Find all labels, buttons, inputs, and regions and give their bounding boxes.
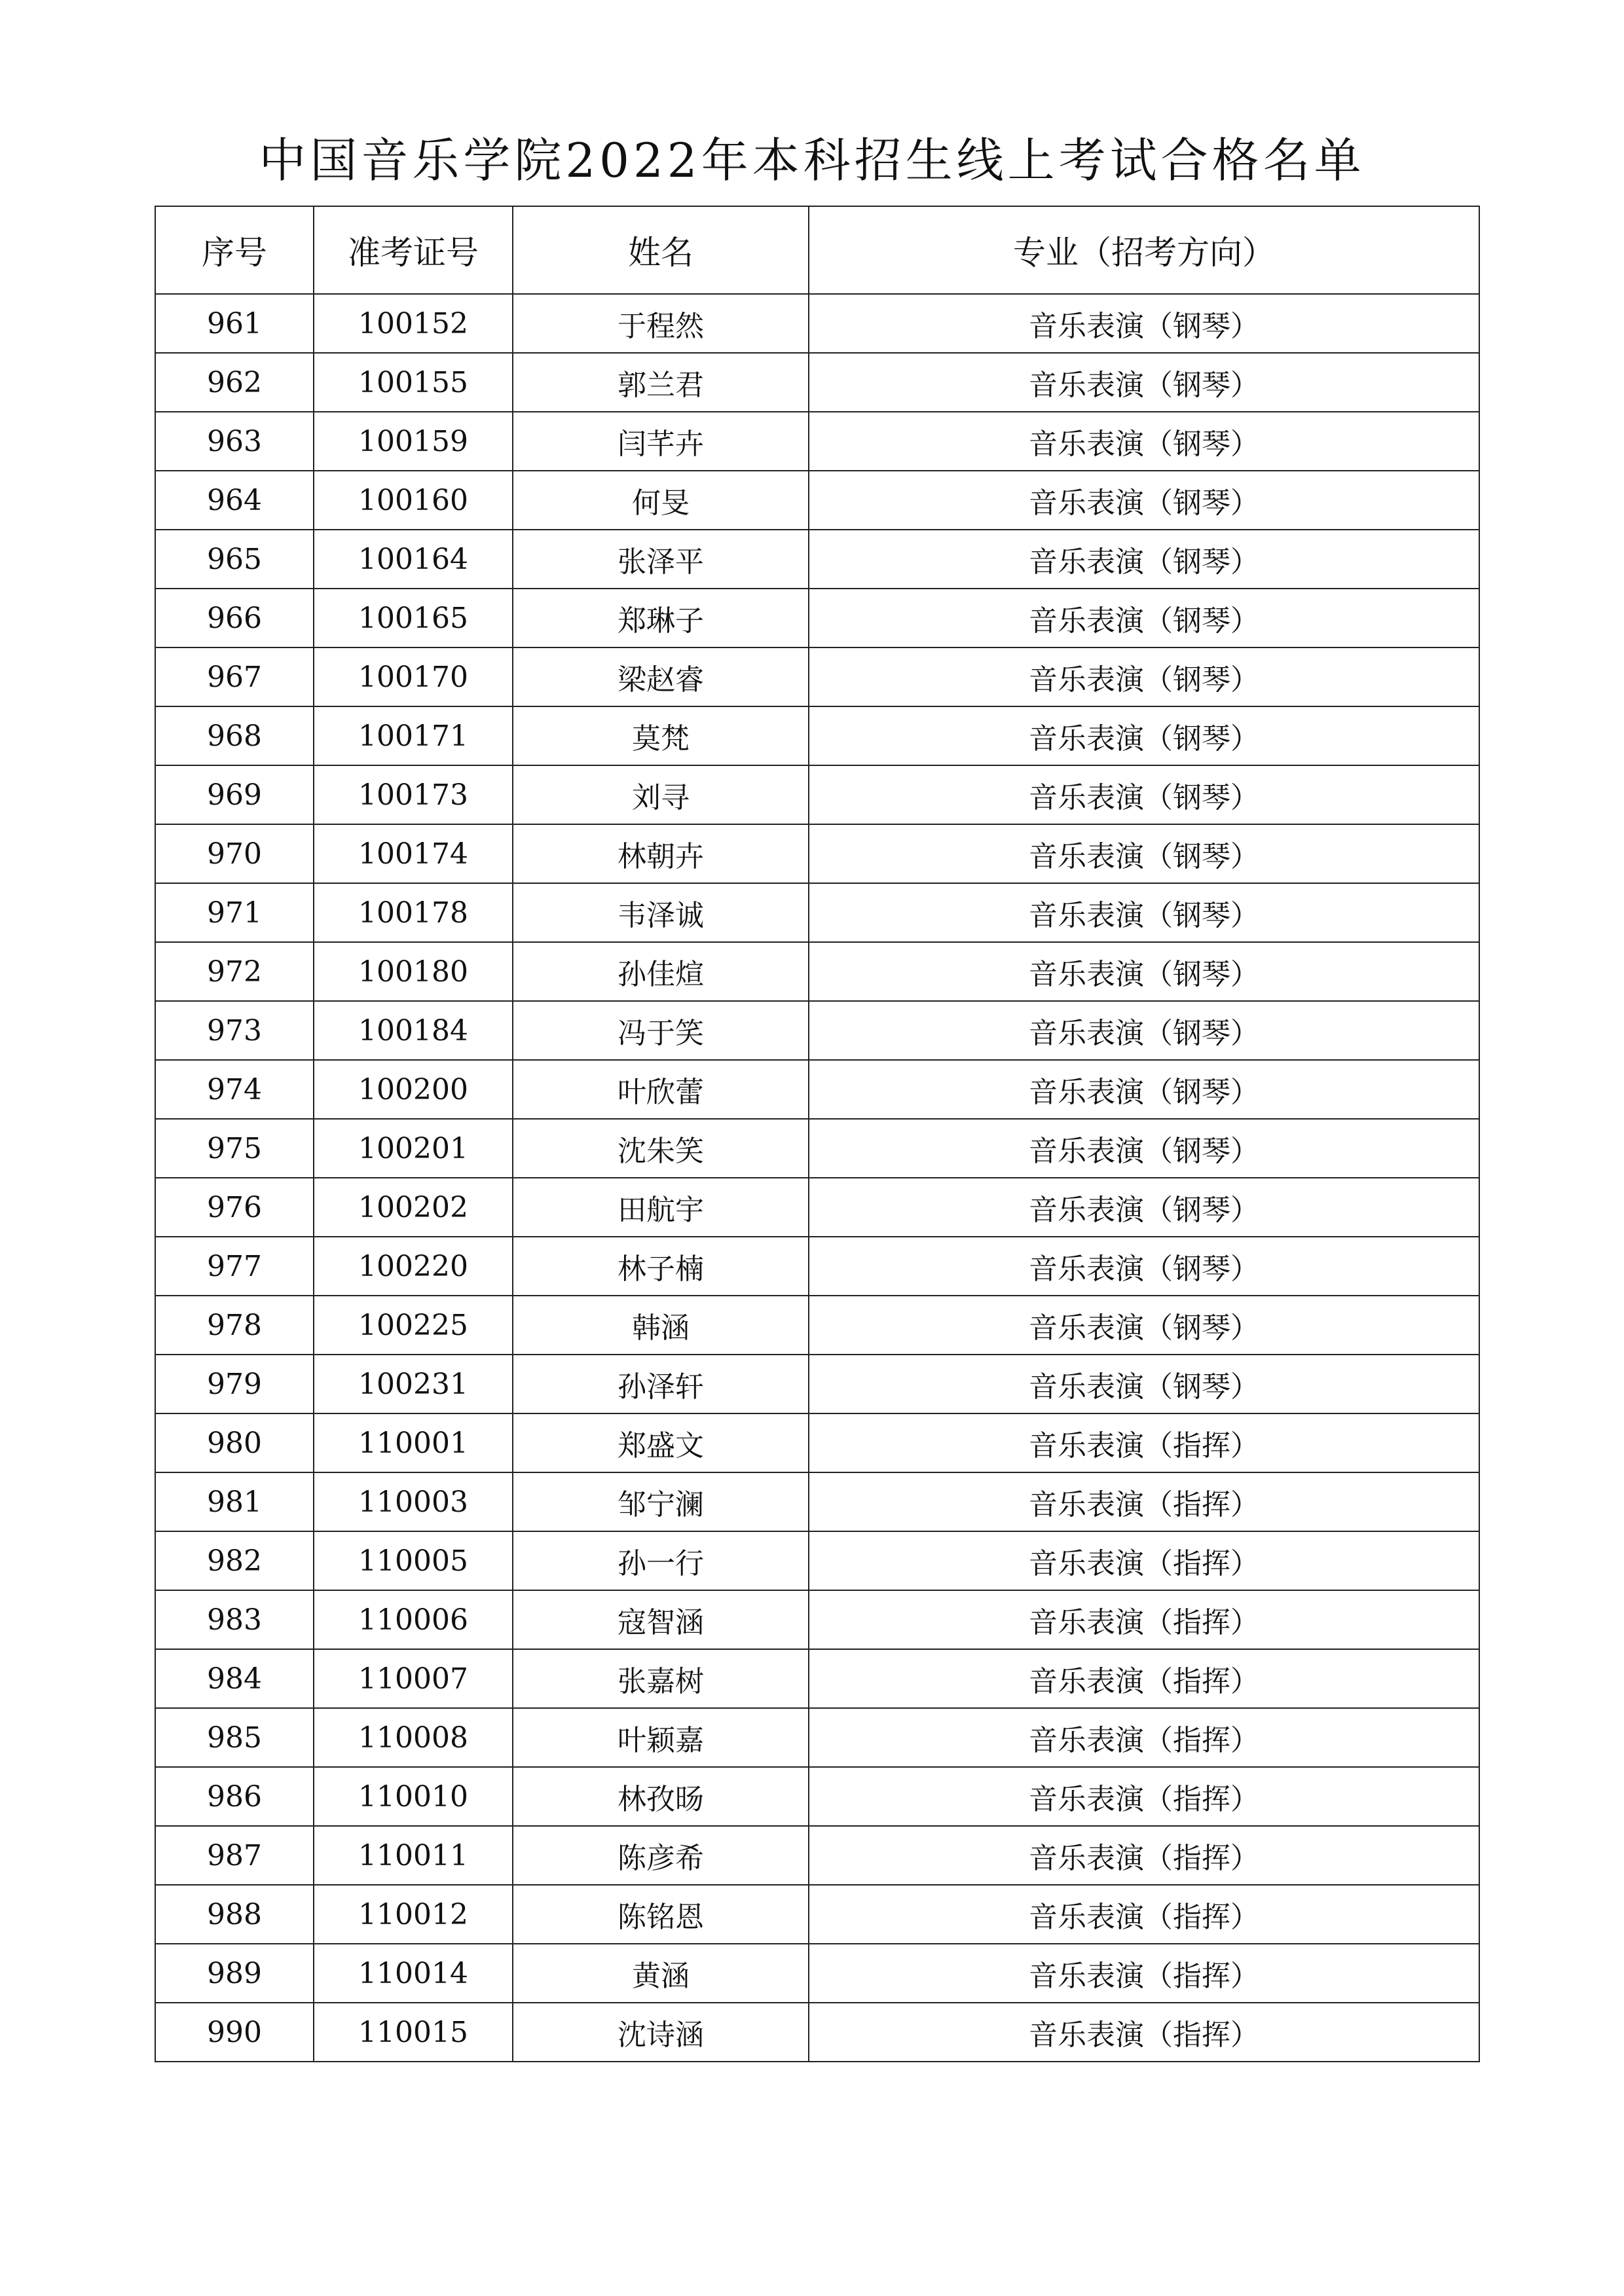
table-header-row [155, 206, 1479, 294]
cell-name: 张泽平 [513, 530, 809, 589]
cell-name: 孙佳煊 [513, 942, 809, 1001]
cell-name: 叶颖嘉 [513, 1708, 809, 1767]
column-header-exam-id: 准考证号 [314, 206, 513, 294]
cell-name: 何旻 [513, 471, 809, 530]
cell-exam-id: 100201 [314, 1119, 513, 1178]
cell-serial: 981 [155, 1472, 314, 1531]
table-row [155, 1885, 1479, 1944]
cell-exam-id: 100184 [314, 1001, 513, 1060]
cell-major: 音乐表演（钢琴） [809, 412, 1479, 471]
cell-serial: 969 [155, 765, 314, 824]
cell-exam-id: 110008 [314, 1708, 513, 1767]
table-row [155, 883, 1479, 942]
cell-serial: 975 [155, 1119, 314, 1178]
cell-exam-id: 110011 [314, 1826, 513, 1885]
cell-exam-id: 110015 [314, 2003, 513, 2062]
cell-serial: 984 [155, 1649, 314, 1708]
cell-major: 音乐表演（钢琴） [809, 765, 1479, 824]
table-row [155, 589, 1479, 647]
cell-major: 音乐表演（指挥） [809, 1590, 1479, 1649]
cell-name: 郑琳子 [513, 589, 809, 647]
cell-major: 音乐表演（指挥） [809, 1826, 1479, 1885]
cell-major: 音乐表演（钢琴） [809, 530, 1479, 589]
table-row [155, 647, 1479, 706]
cell-major: 音乐表演（指挥） [809, 1885, 1479, 1944]
cell-major: 音乐表演（指挥） [809, 1649, 1479, 1708]
cell-exam-id: 100178 [314, 883, 513, 942]
cell-serial: 967 [155, 647, 314, 706]
cell-name: 邹宁澜 [513, 1472, 809, 1531]
cell-major: 音乐表演（钢琴） [809, 471, 1479, 530]
cell-serial: 968 [155, 706, 314, 765]
column-header-major: 专业（招考方向） [809, 206, 1479, 294]
table-body [155, 294, 1479, 2062]
table-row [155, 294, 1479, 353]
cell-major: 音乐表演（钢琴） [809, 706, 1479, 765]
table-row [155, 1060, 1479, 1119]
cell-name: 郑盛文 [513, 1413, 809, 1472]
table-row [155, 353, 1479, 412]
cell-exam-id: 110003 [314, 1472, 513, 1531]
table-row [155, 824, 1479, 883]
cell-exam-id: 100159 [314, 412, 513, 471]
table-row [155, 1590, 1479, 1649]
table-row [155, 1944, 1479, 2003]
cell-major: 音乐表演（钢琴） [809, 824, 1479, 883]
cell-serial: 971 [155, 883, 314, 942]
cell-major: 音乐表演（指挥） [809, 1767, 1479, 1826]
cell-name: 林孜旸 [513, 1767, 809, 1826]
cell-major: 音乐表演（钢琴） [809, 1001, 1479, 1060]
table-row [155, 471, 1479, 530]
cell-serial: 989 [155, 1944, 314, 2003]
table-row [155, 1767, 1479, 1826]
cell-name: 莫梵 [513, 706, 809, 765]
cell-serial: 982 [155, 1531, 314, 1590]
cell-serial: 963 [155, 412, 314, 471]
cell-exam-id: 100155 [314, 353, 513, 412]
cell-exam-id: 100164 [314, 530, 513, 589]
cell-serial: 974 [155, 1060, 314, 1119]
cell-name: 寇智涵 [513, 1590, 809, 1649]
cell-major: 音乐表演（钢琴） [809, 1296, 1479, 1355]
table-row [155, 1708, 1479, 1767]
cell-name: 田航宇 [513, 1178, 809, 1237]
cell-serial: 966 [155, 589, 314, 647]
cell-name: 张嘉树 [513, 1649, 809, 1708]
cell-exam-id: 100165 [314, 589, 513, 647]
cell-serial: 988 [155, 1885, 314, 1944]
cell-major: 音乐表演（指挥） [809, 1944, 1479, 2003]
cell-exam-id: 100174 [314, 824, 513, 883]
cell-major: 音乐表演（钢琴） [809, 1355, 1479, 1413]
cell-name: 黄涵 [513, 1944, 809, 2003]
column-header-serial: 序号 [155, 206, 314, 294]
cell-serial: 986 [155, 1767, 314, 1826]
table-row [155, 1531, 1479, 1590]
cell-name: 林子楠 [513, 1237, 809, 1296]
table-row [155, 412, 1479, 471]
cell-exam-id: 100220 [314, 1237, 513, 1296]
cell-name: 孙泽轩 [513, 1355, 809, 1413]
cell-major: 音乐表演（指挥） [809, 1472, 1479, 1531]
cell-name: 梁赵睿 [513, 647, 809, 706]
cell-name: 郭兰君 [513, 353, 809, 412]
table-row [155, 1472, 1479, 1531]
table-row [155, 1001, 1479, 1060]
cell-major: 音乐表演（钢琴） [809, 1237, 1479, 1296]
table-row [155, 1237, 1479, 1296]
cell-major: 音乐表演（钢琴） [809, 353, 1479, 412]
page-title: 中国音乐学院2022年本科招生线上考试合格名单 [259, 133, 1365, 188]
cell-exam-id: 110010 [314, 1767, 513, 1826]
cell-serial: 976 [155, 1178, 314, 1237]
table-row [155, 1178, 1479, 1237]
cell-major: 音乐表演（指挥） [809, 1531, 1479, 1590]
cell-name: 闫芊卉 [513, 412, 809, 471]
cell-serial: 962 [155, 353, 314, 412]
cell-serial: 990 [155, 2003, 314, 2062]
cell-name: 陈铭恩 [513, 1885, 809, 1944]
table-row [155, 765, 1479, 824]
cell-exam-id: 100180 [314, 942, 513, 1001]
cell-exam-id: 110012 [314, 1885, 513, 1944]
cell-name: 林朝卉 [513, 824, 809, 883]
cell-major: 音乐表演（钢琴） [809, 294, 1479, 353]
cell-name: 陈彦希 [513, 1826, 809, 1885]
table-row [155, 942, 1479, 1001]
cell-serial: 987 [155, 1826, 314, 1885]
cell-serial: 977 [155, 1237, 314, 1296]
cell-serial: 983 [155, 1590, 314, 1649]
cell-name: 韩涵 [513, 1296, 809, 1355]
cell-serial: 980 [155, 1413, 314, 1472]
cell-name: 沈朱笑 [513, 1119, 809, 1178]
table-row [155, 706, 1479, 765]
cell-major: 音乐表演（指挥） [809, 1708, 1479, 1767]
table-row [155, 1119, 1479, 1178]
cell-exam-id: 110014 [314, 1944, 513, 2003]
admission-list-table [155, 206, 1480, 2062]
cell-name: 孙一行 [513, 1531, 809, 1590]
table-row [155, 1355, 1479, 1413]
cell-exam-id: 100225 [314, 1296, 513, 1355]
cell-name: 叶欣蕾 [513, 1060, 809, 1119]
cell-name: 于程然 [513, 294, 809, 353]
table-row [155, 1826, 1479, 1885]
cell-exam-id: 110001 [314, 1413, 513, 1472]
cell-major: 音乐表演（钢琴） [809, 942, 1479, 1001]
cell-exam-id: 100170 [314, 647, 513, 706]
cell-serial: 973 [155, 1001, 314, 1060]
cell-major: 音乐表演（钢琴） [809, 647, 1479, 706]
cell-major: 音乐表演（钢琴） [809, 1060, 1479, 1119]
table-row [155, 1413, 1479, 1472]
cell-serial: 978 [155, 1296, 314, 1355]
cell-serial: 972 [155, 942, 314, 1001]
cell-major: 音乐表演（钢琴） [809, 883, 1479, 942]
table-row [155, 1649, 1479, 1708]
cell-exam-id: 100173 [314, 765, 513, 824]
cell-name: 沈诗涵 [513, 2003, 809, 2062]
cell-exam-id: 100171 [314, 706, 513, 765]
cell-exam-id: 100200 [314, 1060, 513, 1119]
cell-major: 音乐表演（钢琴） [809, 1119, 1479, 1178]
cell-major: 音乐表演（钢琴） [809, 1178, 1479, 1237]
cell-name: 韦泽诚 [513, 883, 809, 942]
cell-exam-id: 100160 [314, 471, 513, 530]
table-row [155, 2003, 1479, 2062]
cell-serial: 985 [155, 1708, 314, 1767]
cell-serial: 965 [155, 530, 314, 589]
cell-exam-id: 110007 [314, 1649, 513, 1708]
column-header-name: 姓名 [513, 206, 809, 294]
cell-exam-id: 100152 [314, 294, 513, 353]
cell-exam-id: 110005 [314, 1531, 513, 1590]
cell-major: 音乐表演（指挥） [809, 1413, 1479, 1472]
table-row [155, 530, 1479, 589]
cell-serial: 979 [155, 1355, 314, 1413]
cell-serial: 964 [155, 471, 314, 530]
cell-exam-id: 110006 [314, 1590, 513, 1649]
cell-major: 音乐表演（指挥） [809, 2003, 1479, 2062]
cell-name: 刘寻 [513, 765, 809, 824]
cell-exam-id: 100231 [314, 1355, 513, 1413]
cell-exam-id: 100202 [314, 1178, 513, 1237]
cell-major: 音乐表演（钢琴） [809, 589, 1479, 647]
cell-name: 冯于笑 [513, 1001, 809, 1060]
cell-serial: 970 [155, 824, 314, 883]
table-row [155, 1296, 1479, 1355]
cell-serial: 961 [155, 294, 314, 353]
